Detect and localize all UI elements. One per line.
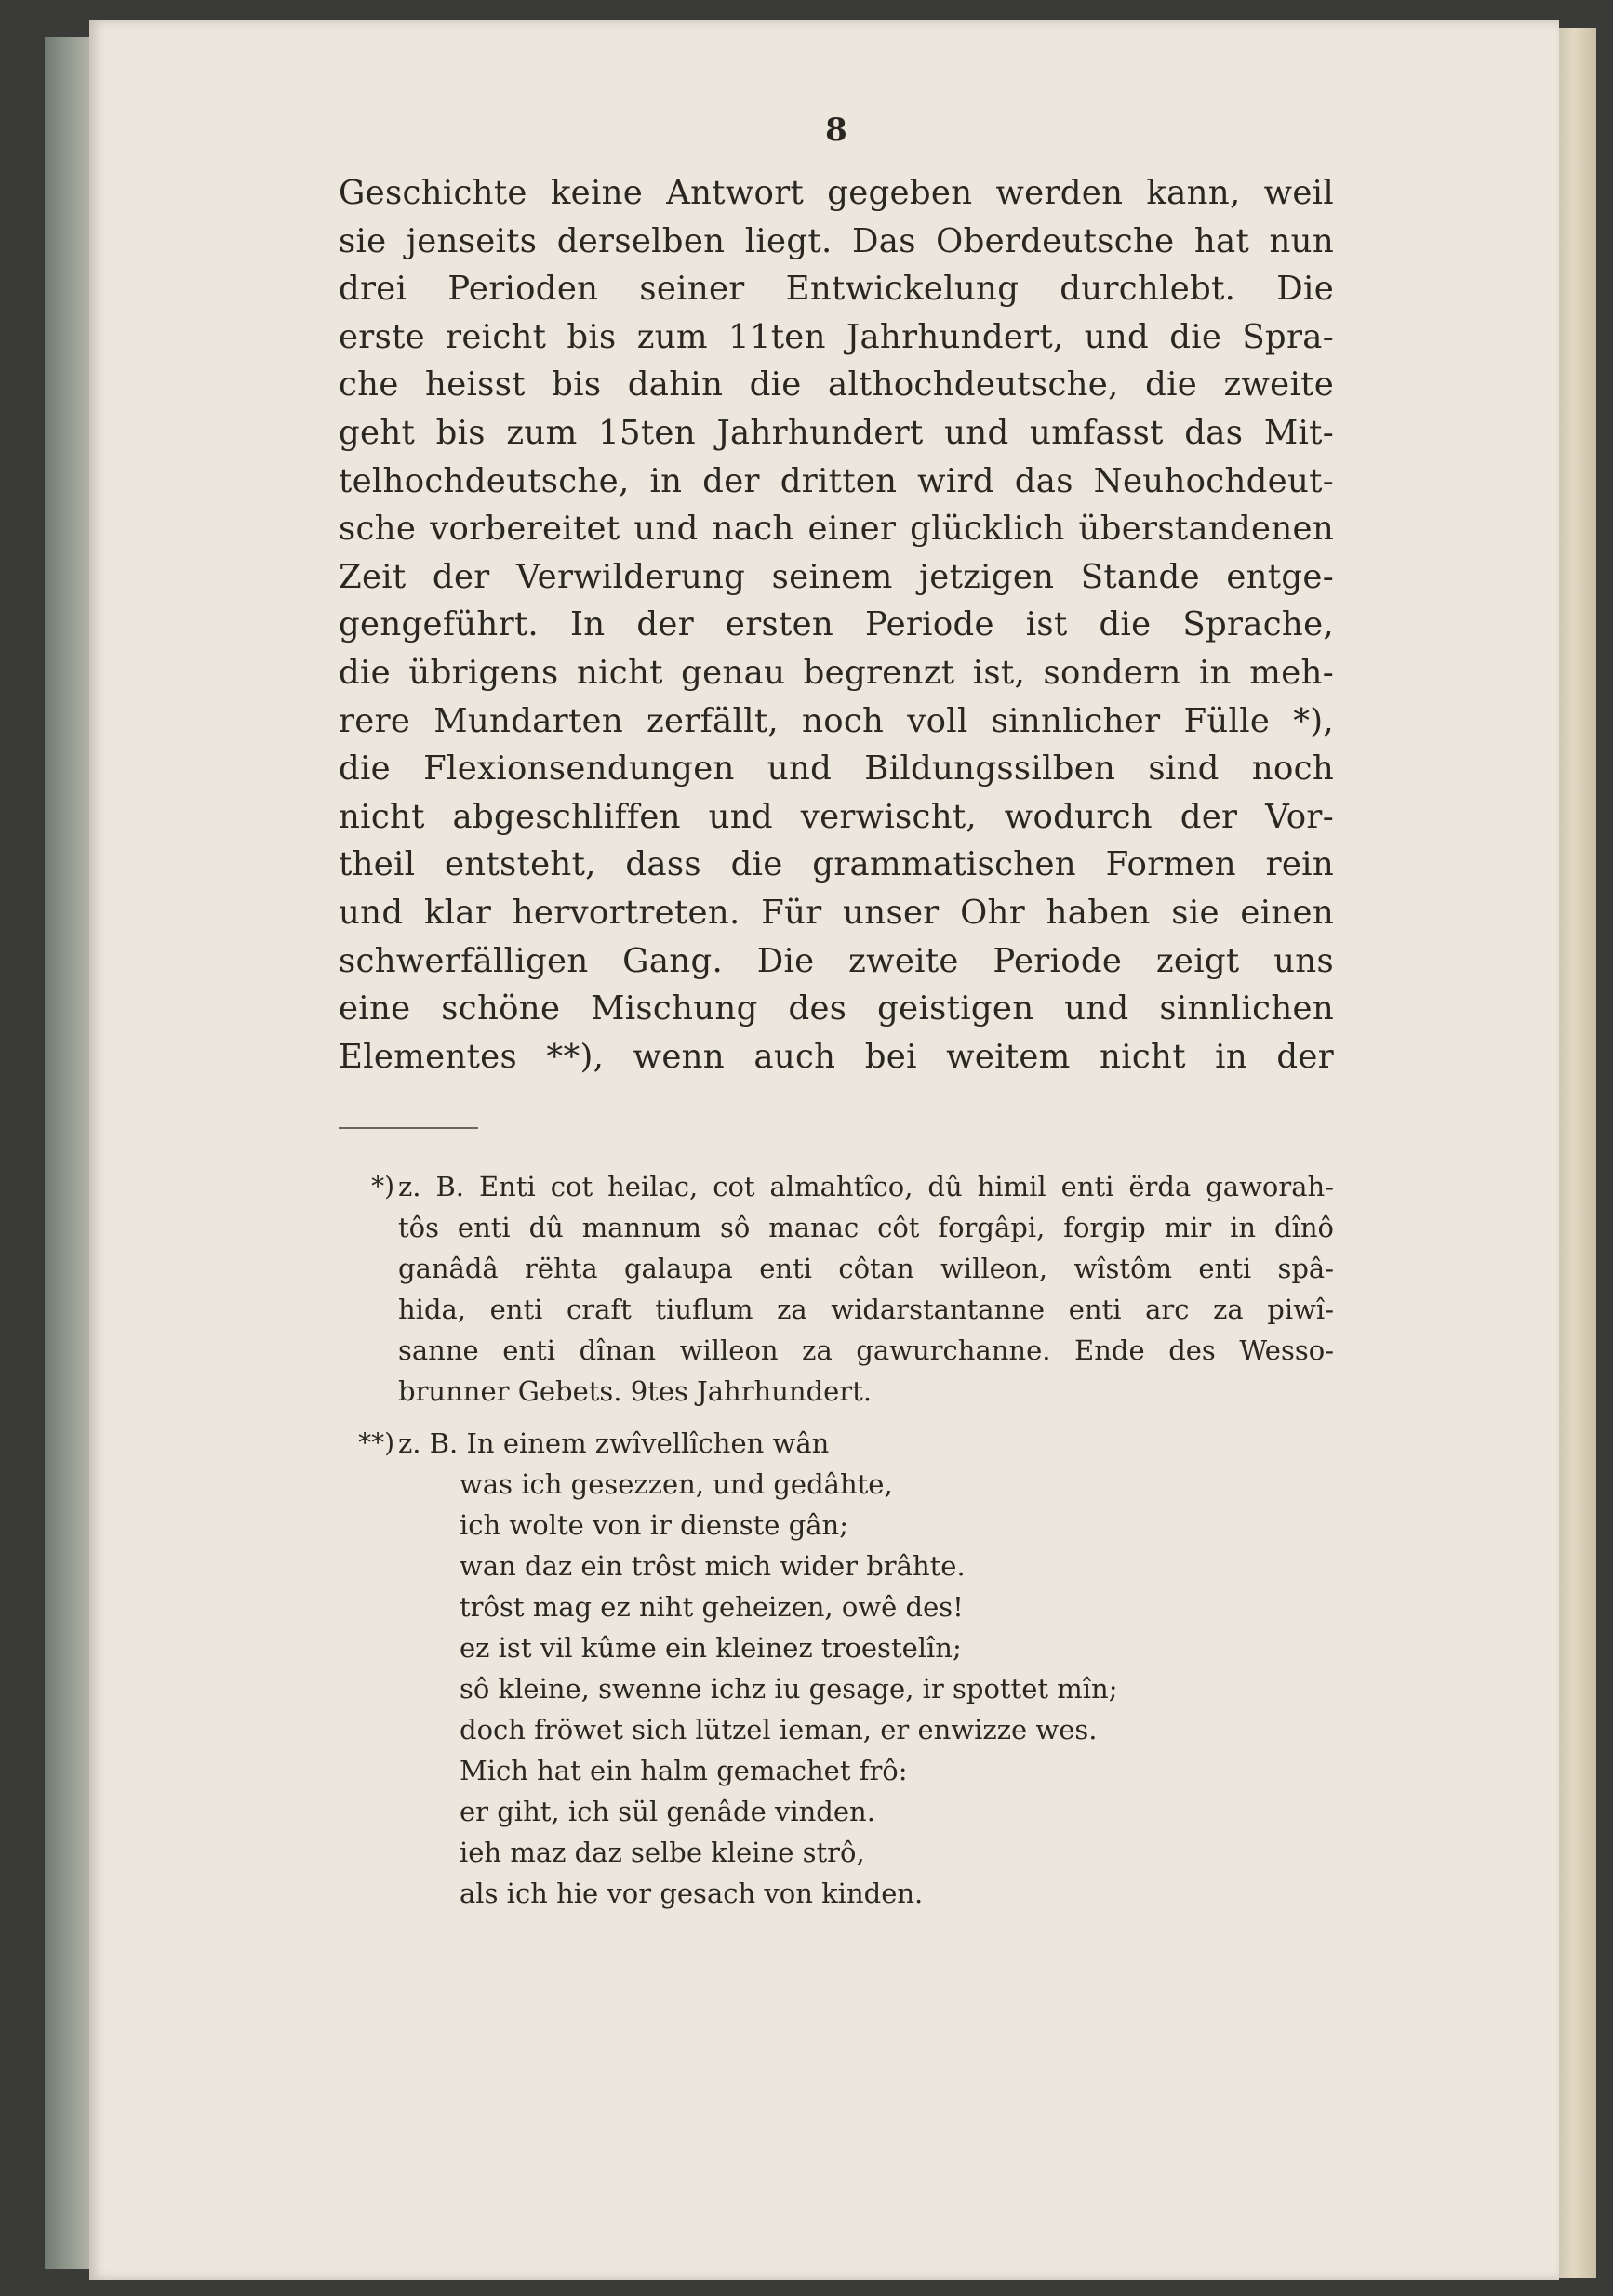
body-line: eine schöne Mischung des geistigen und sinnlichen <box>339 989 1334 1029</box>
verse-line: wan daz ein trôst mich wider brâhte. <box>460 1550 966 1583</box>
body-line: gengeführt. In der ersten Periode ist die Sprache, <box>339 605 1334 644</box>
body-line: die Flexionsendungen und Bildungssilben sind noch <box>339 750 1334 789</box>
body-line: geht bis zum 15ten Jahrhundert und umfasst das Mit- <box>339 413 1334 452</box>
page-content <box>339 102 1334 1914</box>
footnote-line: tôs enti dû mannum sô manac côt forgâpi, forgip mir in dînô <box>398 1212 1334 1244</box>
body-line: sie jenseits derselben liegt. Das Oberdeutsche hat nun <box>339 221 1334 260</box>
verse-line: ieh maz daz selbe kleine strô, <box>460 1837 865 1869</box>
verse-line: ich wolte von ir dienste gân; <box>460 1509 848 1542</box>
body-line: erste reicht bis zum 11ten Jahrhundert, und die Spra- <box>339 317 1334 356</box>
footnote-line: brunner Gebets. 9tes Jahrhundert. <box>398 1375 873 1408</box>
footnote-marker: **) <box>358 1427 394 1459</box>
body-line: die übrigens nicht genau begrenzt ist, sondern in meh- <box>339 653 1334 692</box>
footnote-2 <box>339 1423 1334 1914</box>
body-line: sche vorbereitet und nach einer glücklich überstandenen <box>339 510 1334 549</box>
body-line: drei Perioden seiner Entwickelung durchlebt. Die <box>339 270 1334 309</box>
body-line: Elementes **), wenn auch bei weitem nicht in der <box>339 1037 1334 1076</box>
verse-line: er giht, ich sül genâde vinden. <box>460 1796 875 1828</box>
body-text <box>339 169 1334 1081</box>
verse-line: ez ist vil kûme ein kleinez troestelîn; <box>460 1632 962 1665</box>
footnote-divider <box>339 1127 478 1129</box>
body-line: rere Mundarten zerfällt, noch voll sinnlicher Fülle *), <box>339 701 1334 740</box>
verse-line: doch fröwet sich lützel ieman, er enwizze wes. <box>460 1714 1098 1746</box>
body-line: Geschichte keine Antwort gegeben werden kann, weil <box>339 174 1334 212</box>
body-line: schwerfälligen Gang. Die zweite Periode zeigt uns <box>339 941 1334 980</box>
verse-line: was ich gesezzen, und gedâhte, <box>460 1468 893 1501</box>
footnote-line: hida, enti craft tiuflum za widarstantanne enti arc za piwî- <box>398 1294 1334 1326</box>
body-line: nicht abgeschliffen und verwischt, wodurch der Vor- <box>339 797 1334 836</box>
verse-line: Mich hat ein halm gemachet frô: <box>460 1755 908 1787</box>
verse-line: als ich hie vor gesach von kinden. <box>460 1878 924 1910</box>
body-line: Zeit der Verwilderung seinem jetzigen Stande entge- <box>339 557 1334 596</box>
footnote-line: sanne enti dînan willeon za gawurchanne. Ende des Wesso- <box>398 1334 1334 1367</box>
verse-line: sô kleine, swenne ichz iu gesage, ir spottet mîn; <box>460 1673 1118 1705</box>
body-line: che heisst bis dahin die althochdeutsche, die zweite <box>339 365 1334 405</box>
footnotes <box>339 1166 1334 1914</box>
body-line: telhochdeutsche, in der dritten wird das Neuhochdeut- <box>339 461 1334 500</box>
body-line: und klar hervortreten. Für unser Ohr haben sie einen <box>339 893 1334 932</box>
page-edge <box>1559 28 1596 2278</box>
footnote-marker: *) <box>371 1171 394 1202</box>
body-line: theil entsteht, dass die grammatischen Formen rein <box>339 845 1334 884</box>
footnote-intro: z. B. In einem zwîvellîchen wân <box>398 1427 830 1460</box>
verse-line: trôst mag ez niht geheizen, owê des! <box>460 1591 964 1624</box>
footnote-1 <box>339 1166 1334 1412</box>
book-binding <box>45 37 93 2269</box>
footnote-line: z. B. Enti cot heilac, cot almahtîco, dû himil enti ërda gaworah- <box>398 1171 1334 1203</box>
footnote-line: ganâdâ rëhta galaupa enti côtan willeon, wîstôm enti spâ- <box>398 1253 1334 1285</box>
page-number: 8 <box>825 112 847 149</box>
